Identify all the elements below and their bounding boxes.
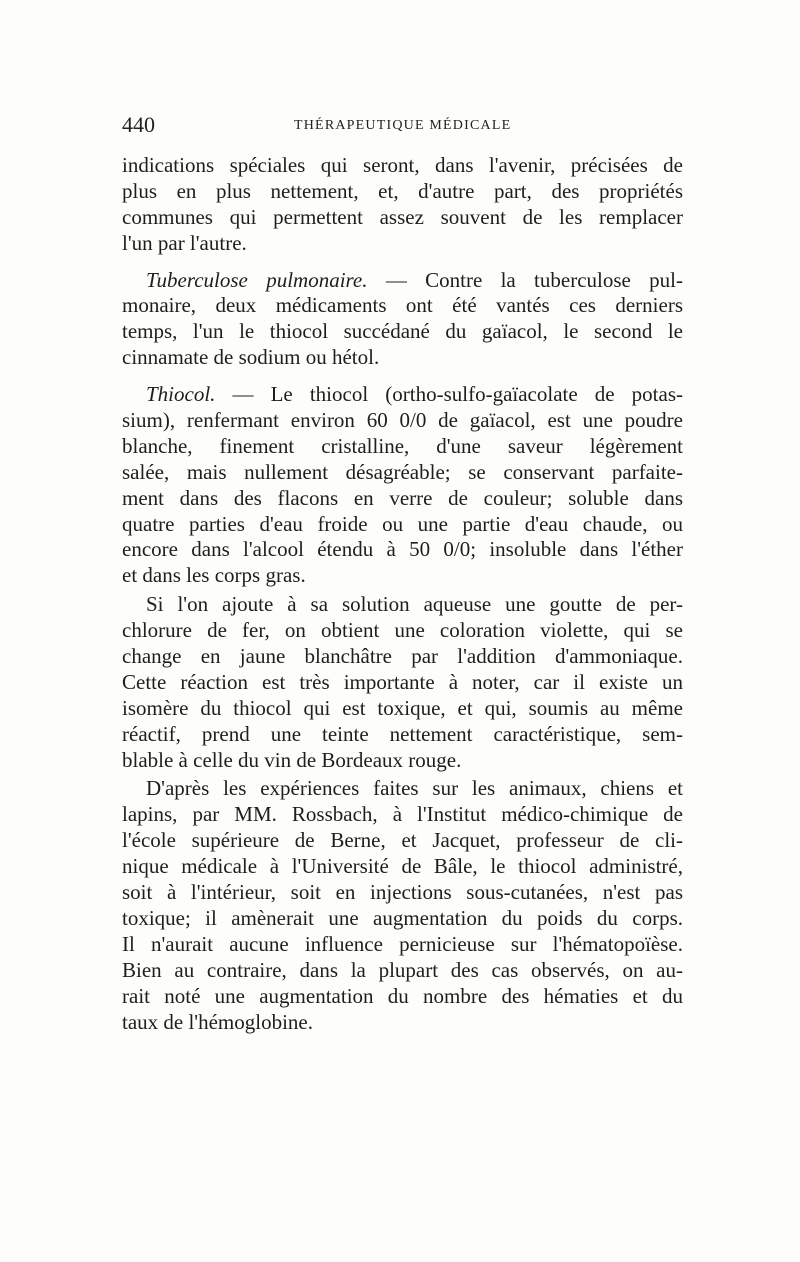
- body-text: [122, 153, 683, 1035]
- text-line: quatre parties d'eau froide ou une partie d'eau chaude, ou: [122, 511, 683, 536]
- text-line: Bien au contraire, dans la plupart des cas observés, on au-: [122, 957, 683, 982]
- text-line: D'après les expériences faites sur les animaux, chiens et: [146, 776, 683, 801]
- text-line: soit à l'intérieur, soit en injections sous-cutanées, n'est pas: [122, 880, 683, 905]
- text-line: ment dans des flacons en verre de couleur; soluble dans: [122, 485, 683, 510]
- text-line: isomère du thiocol qui est toxique, et qui, soumis au même: [122, 695, 683, 720]
- text-line: taux de l'hémoglobine.: [122, 1009, 313, 1034]
- text-line: Il n'aurait aucune influence pernicieuse sur l'hématopoïèse.: [122, 931, 683, 956]
- text-line: lapins, par MM. Rossbach, à l'Institut médico-chimique de: [122, 802, 683, 827]
- text-line: Si l'on ajoute à sa solution aqueuse une goutte de per-: [146, 592, 683, 617]
- paragraph-gap: [122, 257, 683, 268]
- text-line: l'un par l'autre.: [122, 230, 247, 255]
- text-line: et dans les corps gras.: [122, 563, 306, 588]
- heading-continuation: — Le thiocol (ortho-sulfo-gaïacolate de potas-: [215, 382, 683, 407]
- text-line: nique médicale à l'Université de Bâle, le thiocol administré,: [122, 854, 683, 879]
- text-line: rait noté une augmentation du nombre des hématies et du: [122, 983, 683, 1008]
- paragraph-thiocol: [122, 382, 683, 589]
- text-line: monaire, deux médicaments ont été vantés ces derniers: [122, 293, 683, 318]
- text-line: toxique; il amènerait une augmentation du poids du corps.: [122, 905, 683, 930]
- text-line: Cette réaction est très importante à noter, car il existe un: [122, 669, 683, 694]
- text-line: change en jaune blanchâtre par l'addition d'ammoniaque.: [122, 644, 683, 669]
- running-head: [122, 112, 682, 142]
- text-line: [122, 268, 683, 294]
- paragraph-experiences: [122, 776, 683, 1035]
- text-line: l'école supérieure de Berne, et Jacquet, professeur de cli-: [122, 828, 683, 853]
- text-line: temps, l'un le thiocol succédané du gaïacol, le second le: [122, 319, 683, 344]
- text-line: encore dans l'alcool étendu à 50 0/0; insoluble dans l'éther: [122, 537, 683, 562]
- text-line: indications spéciales qui seront, dans l'avenir, précisées de: [122, 153, 683, 177]
- text-line: blable à celle du vin de Bordeaux rouge.: [122, 747, 462, 772]
- page-number: 440: [122, 112, 155, 137]
- text-line: salée, mais nullement désagréable; se conservant parfaite-: [122, 459, 683, 484]
- paragraph-reaction: [122, 592, 683, 773]
- paragraph-continuation: [122, 153, 683, 257]
- text-line: cinnamate de sodium ou hétol.: [122, 345, 380, 370]
- heading-continuation: — Contre la tuberculose pul-: [367, 267, 683, 292]
- text-line: plus en plus nettement, et, d'autre part, des propriétés: [122, 178, 683, 203]
- text-line: blanche, finement cristalline, d'une saveur légèrement: [122, 433, 683, 458]
- section-heading: Thiocol.: [146, 382, 216, 407]
- text-line: [122, 382, 683, 408]
- paragraph-tuberculose: [122, 268, 683, 372]
- text-line: sium), renfermant environ 60 0/0 de gaïacol, est une poudre: [122, 408, 683, 433]
- paragraph-gap: [122, 371, 683, 382]
- running-title: THÉRAPEUTIQUE MÉDICALE: [294, 118, 512, 133]
- text-line: communes qui permettent assez souvent de les remplacer: [122, 204, 683, 229]
- text-line: chlorure de fer, on obtient une coloration violette, qui se: [122, 618, 683, 643]
- text-line: réactif, prend une teinte nettement caractéristique, sem-: [122, 721, 683, 746]
- section-heading: Tuberculose pulmonaire.: [146, 267, 368, 292]
